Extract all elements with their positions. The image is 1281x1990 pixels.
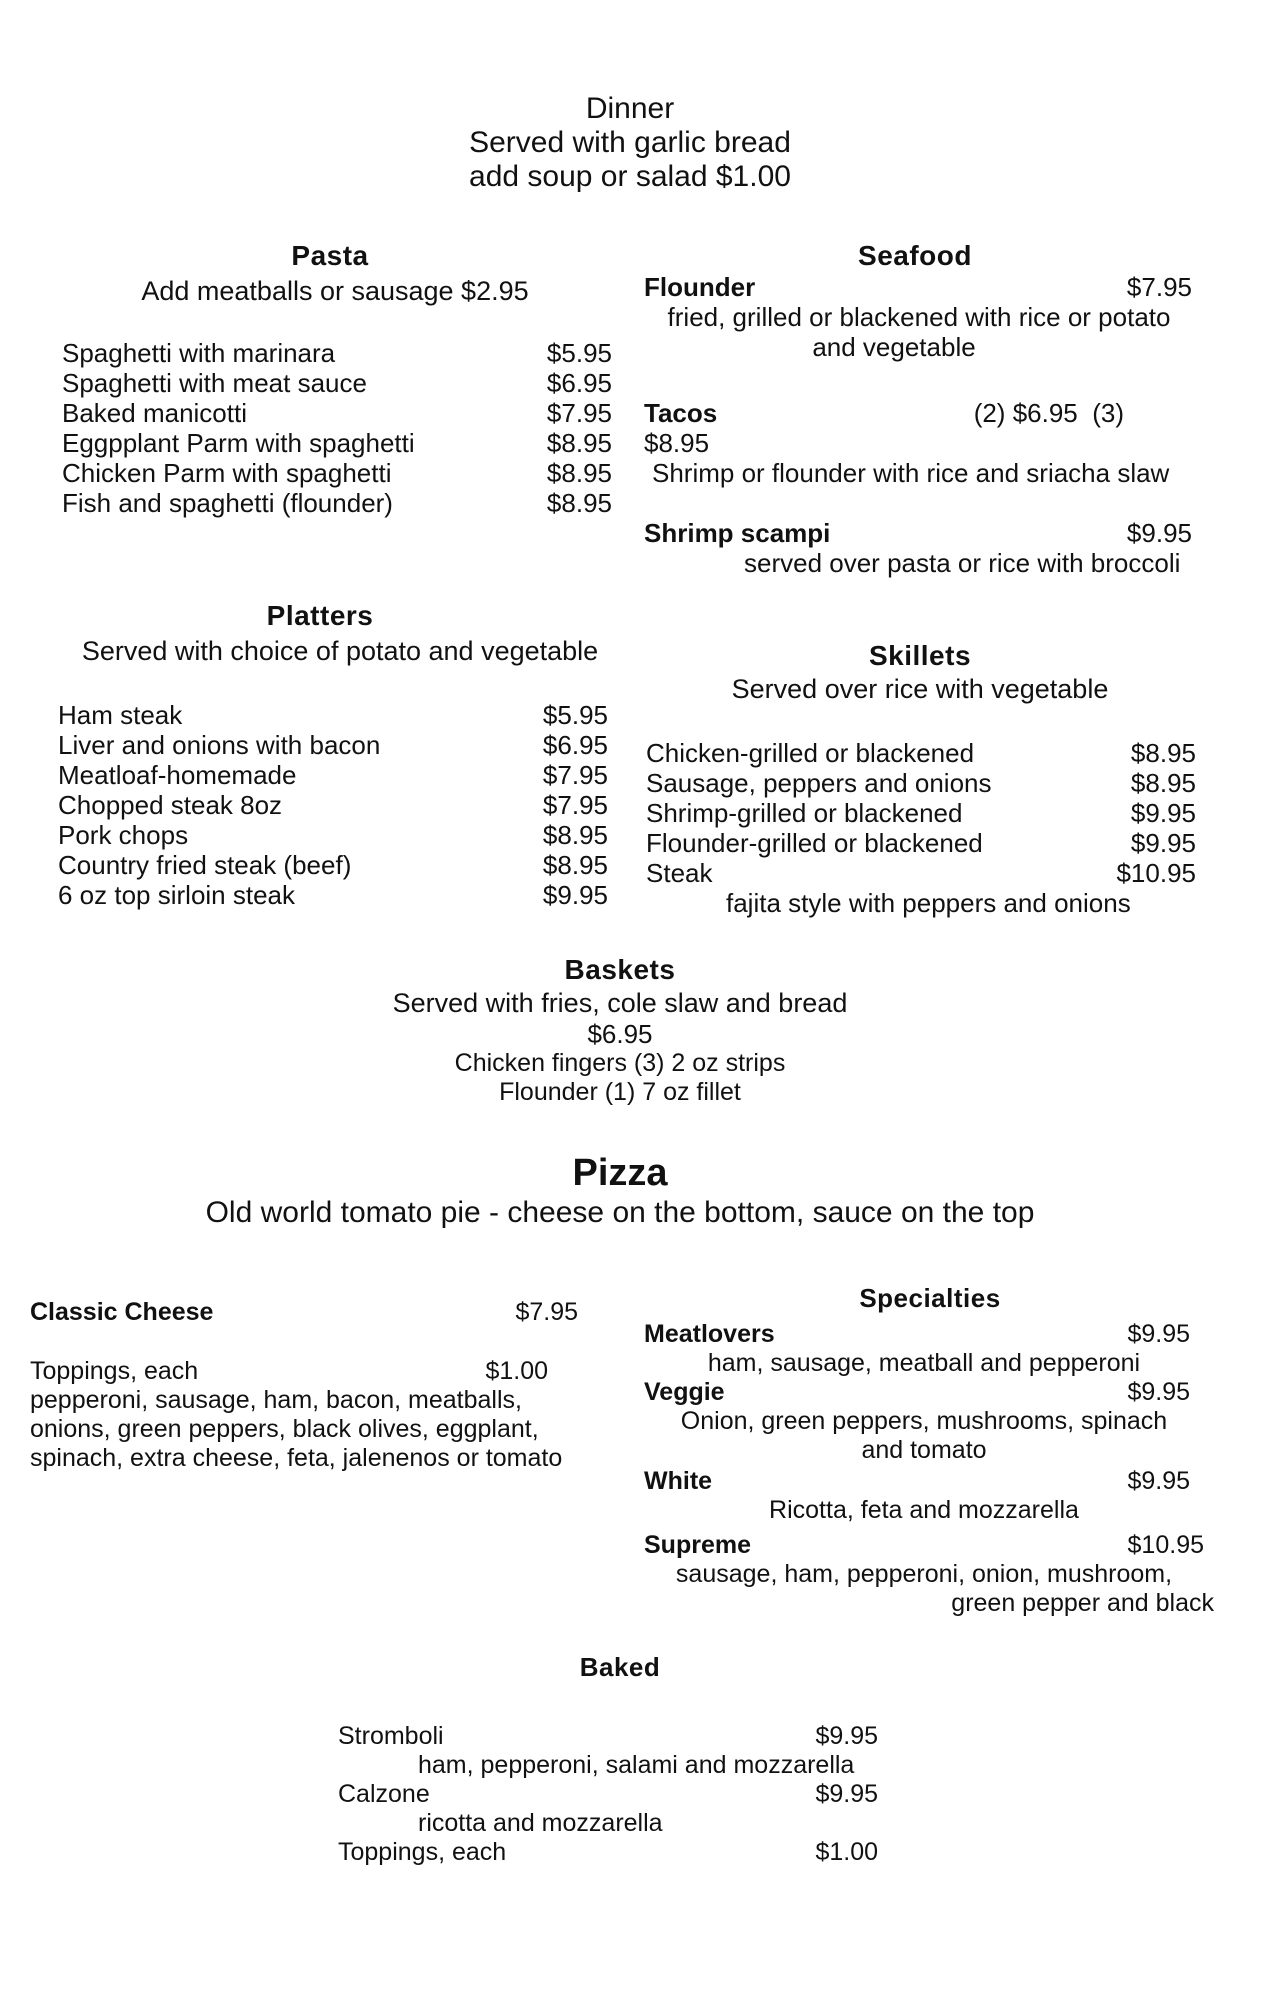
item-price: $9.95 xyxy=(542,880,608,910)
supreme-price: $10.95 xyxy=(1127,1531,1204,1559)
flounder-desc-2: and vegetable xyxy=(812,332,976,362)
baked-toppings-row xyxy=(338,1838,878,1867)
dinner-addon: add soup or salad $1.00 xyxy=(469,160,791,193)
pasta-item xyxy=(62,368,612,398)
baked-toppings-price: $1.00 xyxy=(815,1838,878,1866)
flounder-row xyxy=(644,272,1204,302)
skillets-heading: Skillets xyxy=(868,640,972,671)
supreme-row xyxy=(644,1531,1204,1560)
item-name: Baked manicotti xyxy=(62,398,247,428)
platters-item xyxy=(58,700,608,730)
item-name: Chopped steak 8oz xyxy=(58,790,283,820)
toppings-row xyxy=(30,1357,578,1386)
item-price: $8.95 xyxy=(542,820,608,850)
platters-item xyxy=(58,880,608,910)
item-name: Sausage, peppers and onions xyxy=(646,768,992,798)
scampi-price: $9.95 xyxy=(1126,518,1192,548)
item-name: Liver and onions with bacon xyxy=(58,730,381,760)
item-price: $10.95 xyxy=(1116,858,1196,888)
classic-cheese-section xyxy=(30,1298,578,1473)
tacos-row xyxy=(644,398,1204,428)
toppings-line3: spinach, extra cheese, feta, jalenenos or tomato xyxy=(30,1444,563,1472)
toppings-price: $1.00 xyxy=(485,1357,548,1385)
pasta-item xyxy=(62,338,612,368)
tacos-name: Tacos xyxy=(644,398,718,428)
item-price: $8.95 xyxy=(1130,738,1196,768)
specialties-list xyxy=(644,1320,1214,1618)
item-name: Country fried steak (beef) xyxy=(58,850,352,880)
platters-item xyxy=(58,850,608,880)
supreme-desc: sausage, ham, pepperoni, onion, mushroom, xyxy=(675,1560,1173,1588)
item-name: 6 oz top sirloin steak xyxy=(58,880,296,910)
item-price: $7.95 xyxy=(542,790,608,820)
item-name: Chicken-grilled or blackened xyxy=(646,738,975,768)
pizza-heading: Pizza xyxy=(572,1152,668,1194)
meatlovers-desc: ham, sausage, meatball and pepperoni xyxy=(707,1349,1141,1377)
dinner-title: Dinner xyxy=(585,92,675,125)
calzone-desc: ricotta and mozzarella xyxy=(418,1809,663,1837)
dinner-subtitle: Served with garlic bread xyxy=(469,126,791,159)
item-price: $8.95 xyxy=(546,458,612,488)
tacos-desc: Shrimp or flounder with rice and sriacha slaw xyxy=(652,458,1170,488)
pasta-list xyxy=(62,338,612,518)
platters-heading: Platters xyxy=(266,600,374,631)
tacos-section xyxy=(644,398,1204,488)
white-desc: Ricotta, feta and mozzarella xyxy=(769,1496,1079,1524)
item-name: Spaghetti with meat sauce xyxy=(62,368,367,398)
stromboli-desc: ham, pepperoni, salami and mozzarella xyxy=(418,1751,855,1779)
item-name: Ham steak xyxy=(58,700,183,730)
meatlovers-name: Meatlovers xyxy=(644,1320,775,1348)
pizza-section xyxy=(140,1150,1100,1230)
item-name: Fish and spaghetti (flounder) xyxy=(62,488,393,518)
veggie-price: $9.95 xyxy=(1127,1378,1190,1406)
item-name: Flounder-grilled or blackened xyxy=(646,828,983,858)
skillets-item xyxy=(646,828,1196,858)
item-name: Eggpplant Parm with spaghetti xyxy=(62,428,415,458)
pasta-item xyxy=(62,458,612,488)
pasta-note: Add meatballs or sausage $2.95 xyxy=(141,276,529,306)
toppings-name: Toppings, each xyxy=(30,1357,199,1385)
item-name: Pork chops xyxy=(58,820,189,850)
veggie-desc: Onion, green peppers, mushrooms, spinach xyxy=(680,1407,1168,1435)
classic-cheese-row xyxy=(30,1298,578,1327)
veggie-desc-2: and tomato xyxy=(861,1436,987,1464)
toppings-line2: onions, green peppers, black olives, eggplant, xyxy=(30,1415,539,1443)
pasta-heading: Pasta xyxy=(291,240,369,271)
item-name: Shrimp-grilled or blackened xyxy=(646,798,963,828)
item-price: $5.95 xyxy=(542,700,608,730)
item-price: $9.95 xyxy=(1130,828,1196,858)
white-row xyxy=(644,1467,1204,1496)
stromboli-price: $9.95 xyxy=(815,1722,878,1750)
scampi-name: Shrimp scampi xyxy=(644,518,831,548)
skillets-item xyxy=(646,858,1196,888)
baskets-line1: Chicken fingers (3) 2 oz strips xyxy=(454,1049,786,1077)
item-name: Steak xyxy=(646,858,713,888)
scampi-desc: served over pasta or rice with broccoli xyxy=(744,548,1181,578)
tacos-qty-three: (3) xyxy=(1092,398,1124,428)
dinner-header xyxy=(380,92,880,194)
stromboli-name: Stromboli xyxy=(338,1722,444,1750)
flounder-desc: fried, grilled or blackened with rice or potato xyxy=(667,302,1171,332)
scampi-section xyxy=(644,518,1204,578)
baskets-heading: Baskets xyxy=(564,954,676,985)
baskets-note: Served with fries, cole slaw and bread xyxy=(392,988,848,1018)
item-name: Chicken Parm with spaghetti xyxy=(62,458,392,488)
baskets-price: $6.95 xyxy=(587,1019,653,1049)
supreme-name: Supreme xyxy=(644,1531,751,1559)
baked-list xyxy=(338,1722,878,1867)
item-price: $8.95 xyxy=(546,428,612,458)
skillets-list xyxy=(646,738,1196,918)
skillets-item xyxy=(646,768,1196,798)
item-name: Meatloaf-homemade xyxy=(58,760,297,790)
classic-cheese-price: $7.95 xyxy=(515,1298,578,1326)
pasta-item xyxy=(62,488,612,518)
veggie-name: Veggie xyxy=(644,1378,725,1406)
item-price: $8.95 xyxy=(542,850,608,880)
baked-heading: Baked xyxy=(579,1652,661,1682)
platters-item xyxy=(58,760,608,790)
platters-note: Served with choice of potato and vegetable xyxy=(81,636,599,666)
scampi-row xyxy=(644,518,1204,548)
platters-list xyxy=(58,700,608,910)
classic-cheese-name: Classic Cheese xyxy=(30,1298,214,1326)
skillets-item xyxy=(646,798,1196,828)
item-price: $6.95 xyxy=(546,368,612,398)
tacos-price-three: $8.95 xyxy=(644,428,710,458)
tacos-price-two: (2) $6.95 xyxy=(973,398,1078,428)
item-name: Spaghetti with marinara xyxy=(62,338,336,368)
stromboli-row xyxy=(338,1722,878,1751)
platters-item xyxy=(58,820,608,850)
calzone-name: Calzone xyxy=(338,1780,430,1808)
veggie-row xyxy=(644,1378,1204,1407)
platters-item xyxy=(58,730,608,760)
item-price: $9.95 xyxy=(1130,798,1196,828)
platters-item xyxy=(58,790,608,820)
skillets-steak-desc: fajita style with peppers and onions xyxy=(726,888,1131,918)
skillets-item xyxy=(646,738,1196,768)
calzone-row xyxy=(338,1780,878,1809)
baskets-line2: Flounder (1) 7 oz fillet xyxy=(499,1078,741,1106)
item-price: $7.95 xyxy=(542,760,608,790)
white-name: White xyxy=(644,1467,713,1495)
item-price: $6.95 xyxy=(542,730,608,760)
skillets-note: Served over rice with vegetable xyxy=(731,674,1109,704)
seafood-heading: Seafood xyxy=(858,240,972,271)
pasta-item xyxy=(62,398,612,428)
item-price: $5.95 xyxy=(546,338,612,368)
baked-toppings-name: Toppings, each xyxy=(338,1838,507,1866)
pizza-tagline: Old world tomato pie - cheese on the bottom, sauce on the top xyxy=(205,1196,1035,1229)
meatlovers-row xyxy=(644,1320,1204,1349)
white-price: $9.95 xyxy=(1127,1467,1190,1495)
pasta-item xyxy=(62,428,612,458)
calzone-price: $9.95 xyxy=(815,1780,878,1808)
meatlovers-price: $9.95 xyxy=(1127,1320,1190,1348)
flounder-price: $7.95 xyxy=(1126,272,1192,302)
baskets-section xyxy=(340,952,900,1107)
seafood-section xyxy=(644,272,1204,362)
supreme-desc-2: green pepper and black xyxy=(951,1589,1214,1617)
tacos-price-group xyxy=(974,398,1124,428)
toppings-line1: pepperoni, sausage, ham, bacon, meatballs, xyxy=(30,1386,522,1414)
item-price: $7.95 xyxy=(546,398,612,428)
item-price: $8.95 xyxy=(1130,768,1196,798)
specialties-heading: Specialties xyxy=(859,1283,1001,1313)
item-price: $8.95 xyxy=(546,488,612,518)
flounder-name: Flounder xyxy=(644,272,756,302)
